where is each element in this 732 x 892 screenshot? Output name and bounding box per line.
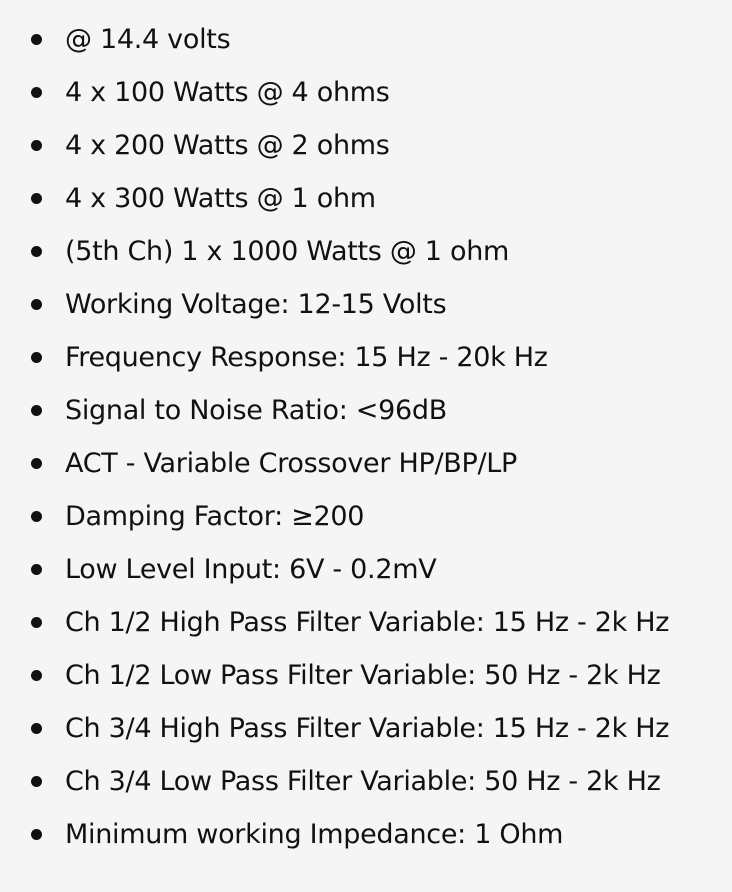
bullet-icon xyxy=(31,670,42,681)
bullet-icon xyxy=(31,511,42,522)
spec-item-text: Ch 3/4 High Pass Filter Variable: 15 Hz - 2k Hz xyxy=(65,713,670,744)
bullet-icon xyxy=(31,193,42,204)
bullet-icon xyxy=(31,723,42,734)
spec-item-text: 4 x 100 Watts @ 4 ohms xyxy=(65,77,390,108)
spec-item xyxy=(0,596,732,649)
spec-item xyxy=(0,119,732,172)
spec-item-text: Minimum working Impedance: 1 Ohm xyxy=(65,819,564,850)
spec-item-text: Signal to Noise Ratio: <96dB xyxy=(65,395,447,426)
spec-item xyxy=(0,649,732,702)
spec-item-text: @ 14.4 volts xyxy=(65,24,231,55)
spec-item-text: (5th Ch) 1 x 1000 Watts @ 1 ohm xyxy=(65,236,510,267)
spec-item-text: Working Voltage: 12-15 Volts xyxy=(65,289,447,320)
spec-item-text: ACT - Variable Crossover HP/BP/LP xyxy=(65,448,517,479)
spec-item-text: Damping Factor: ≥200 xyxy=(65,501,365,532)
spec-item xyxy=(0,490,732,543)
spec-item-text: 4 x 200 Watts @ 2 ohms xyxy=(65,130,390,161)
spec-item xyxy=(0,702,732,755)
bullet-icon xyxy=(31,564,42,575)
bullet-icon xyxy=(31,405,42,416)
bullet-icon xyxy=(31,352,42,363)
bullet-icon xyxy=(31,246,42,257)
spec-item xyxy=(0,384,732,437)
spec-item xyxy=(0,437,732,490)
spec-item-text: 4 x 300 Watts @ 1 ohm xyxy=(65,183,376,214)
spec-item xyxy=(0,225,732,278)
bullet-icon xyxy=(31,617,42,628)
bullet-icon xyxy=(31,87,42,98)
spec-item xyxy=(0,172,732,225)
spec-item xyxy=(0,543,732,596)
spec-item-text: Frequency Response: 15 Hz - 20k Hz xyxy=(65,342,548,373)
spec-item xyxy=(0,278,732,331)
bullet-icon xyxy=(31,299,42,310)
spec-item-text: Ch 1/2 High Pass Filter Variable: 15 Hz - 2k Hz xyxy=(65,607,670,638)
bullet-icon xyxy=(31,458,42,469)
bullet-icon xyxy=(31,34,42,45)
bullet-icon xyxy=(31,140,42,151)
spec-item xyxy=(0,13,732,66)
spec-item-text: Ch 3/4 Low Pass Filter Variable: 50 Hz - 2k Hz xyxy=(65,766,661,797)
spec-item-text: Ch 1/2 Low Pass Filter Variable: 50 Hz - 2k Hz xyxy=(65,660,661,691)
spec-item xyxy=(0,808,732,861)
spec-item xyxy=(0,331,732,384)
bullet-icon xyxy=(31,776,42,787)
spec-item xyxy=(0,755,732,808)
bullet-icon xyxy=(31,829,42,840)
spec-item-text: Low Level Input: 6V - 0.2mV xyxy=(65,554,437,585)
spec-item xyxy=(0,66,732,119)
